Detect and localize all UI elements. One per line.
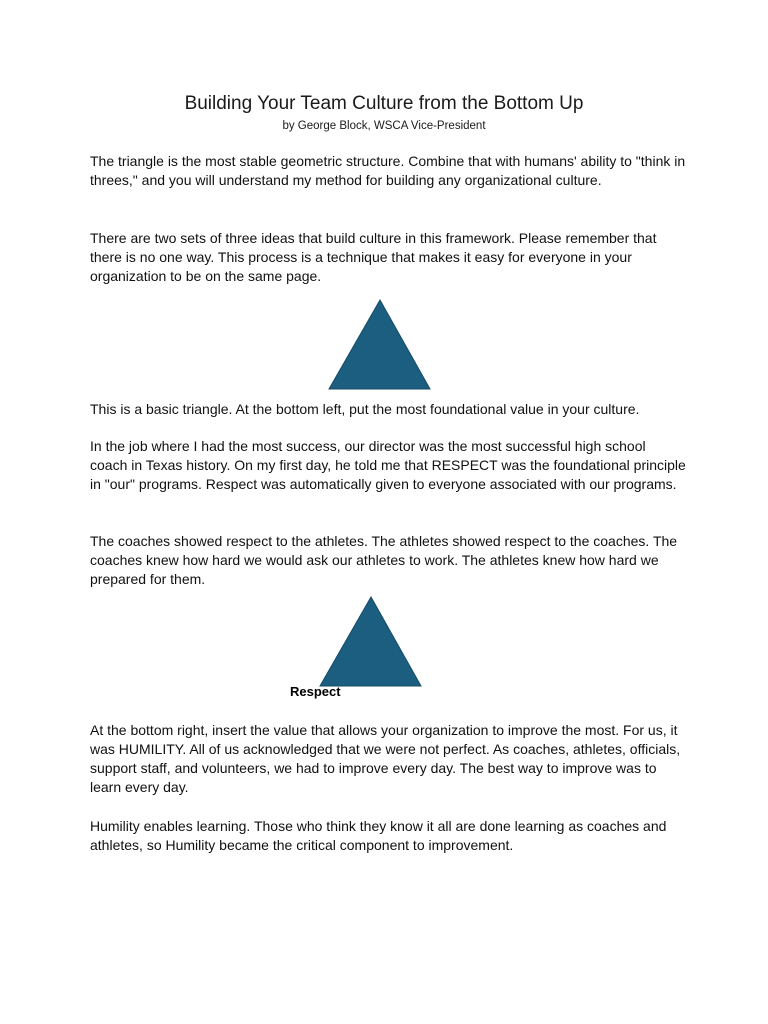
paragraph-framework: There are two sets of three ideas that build culture in this framework. Please remember that there is no one way. This process is a technique that makes it easy for everyone in your organization to be on the same page. bbox=[90, 230, 657, 284]
paragraph-coaches-athletes: The coaches showed respect to the athletes. The athletes showed respect to the coaches. The coaches knew how hard we would ask our athletes to work. The athletes knew how hard we prepared for them. bbox=[90, 533, 678, 587]
paragraph-intro: The triangle is the most stable geometric structure. Combine that with humans' ability to "think in threes," and you will understand my method for building any organizational culture. bbox=[90, 153, 686, 188]
paragraph-basic-triangle: This is a basic triangle. At the bottom left, put the most foundational value in your culture. bbox=[90, 401, 640, 417]
respect-triangle-figure bbox=[319, 596, 423, 688]
basic-triangle-figure bbox=[328, 299, 432, 391]
document-title: Building Your Team Culture from the Bottom Up bbox=[184, 93, 584, 114]
paragraph-humility-learning: Humility enables learning. Those who think they know it all are done learning as coaches and athletes, so Humility became the critical component to improvement. bbox=[90, 818, 667, 853]
document-byline: by George Block, WSCA Vice-President bbox=[282, 120, 486, 132]
paragraph-respect-story: In the job where I had the most success, our director was the most successful high school coach in Texas history. On my first day, he told me that RESPECT was the foundational principle in "our" programs. Respect was automatically given to everyone associated with our programs. bbox=[90, 438, 686, 492]
respect-label: Respect bbox=[290, 684, 341, 699]
basic-triangle-shape bbox=[329, 300, 430, 389]
respect-triangle-shape bbox=[320, 597, 421, 686]
paragraph-humility: At the bottom right, insert the value that allows your organization to improve the most. For us, it was HUMILITY. All of us acknowledged that we were not perfect. As coaches, athletes, officials, support staff, and volunteers, we had to improve every day. The best way to improve was to learn every day. bbox=[90, 722, 681, 795]
